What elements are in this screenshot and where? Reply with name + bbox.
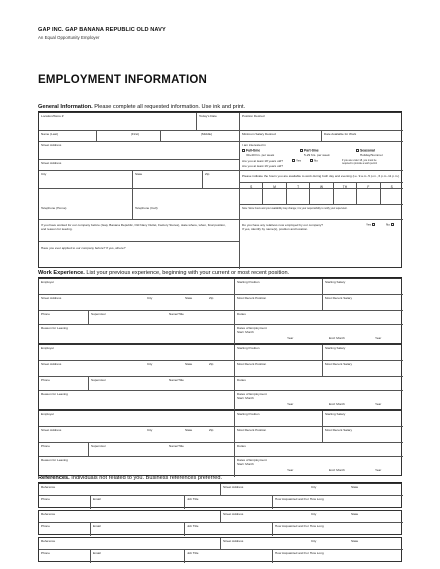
reference-name-field-2[interactable]: Reference (39, 511, 221, 523)
reference-address-field-2[interactable]: Street Address City State (221, 511, 403, 523)
reference-email-field-2[interactable]: Email (91, 523, 185, 536)
reference-phone-field-2[interactable]: Phone (39, 523, 91, 536)
reference-3 (38, 537, 402, 562)
city-field[interactable]: City (39, 171, 133, 189)
availability-day-headers (240, 182, 403, 189)
eeo-statement: An Equal Opportunity Employer (38, 35, 100, 40)
reference-jobtitle-field-1[interactable]: Job Title (185, 496, 273, 509)
zip-field[interactable]: Zip (203, 171, 240, 189)
work-experience-1 (38, 278, 402, 344)
reference-name-field-3[interactable]: Reference (39, 538, 221, 550)
work-section-heading: Work Experience. List your previous experience, beginning with your current or most recent position. (38, 270, 290, 276)
employer-field-3[interactable]: Employer (39, 411, 235, 427)
applied-before-field[interactable]: Have you ever applied to our company before? If yes, where? (39, 242, 240, 269)
position-desired-field[interactable]: Position Desired (240, 113, 403, 131)
reference-name-field-1[interactable]: Reference (39, 484, 221, 496)
most-recent-position-field-2[interactable]: Most Recent Position (235, 361, 323, 377)
part-time-checkbox[interactable] (300, 149, 303, 152)
worked-before-field[interactable]: If you have worked for our company before (Gap, Banana Republic, Old Navy Outlet, Factory Stores), state where, when, final position, and reason for leaving. (39, 220, 240, 242)
reference-1 (38, 483, 402, 508)
reference-phone-field-1[interactable]: Phone (39, 496, 91, 509)
company-name: GAP INC. GAP BANANA REPUBLIC OLD NAVY (38, 27, 166, 33)
relatives-no[interactable]: No (386, 223, 395, 226)
day-monday: M (263, 183, 286, 188)
day-wednesday: W (310, 183, 333, 188)
age-18-yes[interactable]: Yes (292, 159, 301, 162)
supervisor-field-1[interactable]: Supervisor Name/Title (89, 311, 235, 325)
work-experience-2 (38, 344, 402, 410)
reason-leaving-field-1[interactable]: Reason for Leaving (39, 325, 235, 345)
seasonal-option[interactable]: Seasonal (356, 149, 375, 153)
last-name-field[interactable]: Name (Last) (39, 131, 97, 142)
work-phone-field-2[interactable]: Phone (39, 377, 89, 391)
first-name-field[interactable]: (First) (97, 131, 161, 142)
duties-field-2[interactable]: Duties (235, 377, 403, 391)
day-thursday: TH (334, 183, 357, 188)
availability-monday[interactable] (263, 189, 286, 204)
general-information-form (38, 112, 402, 268)
work-phone-field-3[interactable]: Phone (39, 443, 89, 457)
middle-name-field[interactable]: (Middle) (161, 131, 240, 142)
duties-field-3[interactable]: Duties (235, 443, 403, 457)
general-section-heading: General Information. Please complete all requested information. Use ink and print. (38, 104, 246, 110)
dates-employment-field-2[interactable]: Dates of Employment Start: Month Year End: Month Year (237, 392, 382, 406)
reference-email-field-1[interactable]: Email (91, 496, 185, 509)
work-experience-3 (38, 410, 402, 476)
work-street-field-2[interactable]: Street Address City State Zip (39, 361, 235, 377)
day-sunday: S (240, 183, 263, 188)
reference-2 (38, 510, 402, 535)
most-recent-salary-field-3[interactable]: Most Recent Salary (323, 427, 403, 443)
most-recent-salary-field-1[interactable]: Most Recent Salary (323, 295, 403, 311)
availability-tuesday[interactable] (287, 189, 310, 204)
most-recent-salary-field-2[interactable]: Most Recent Salary (323, 361, 403, 377)
availability-saturday[interactable] (381, 189, 403, 204)
cell-telephone-field[interactable]: Telephone (Cell) (133, 189, 240, 220)
starting-salary-field-3[interactable]: Starting Salary (323, 411, 403, 427)
reference-acquainted-field-1[interactable]: How Acquainted and For How Long (275, 497, 324, 501)
availability-field: Please indicate the hours you are available to work during both day and evening (i.e. 9 a.m.-5 p.m., 6 p.m.-11 p.m.) S M T W TH F S Note: Store hours and your availability may change; it is your responsibility to notify your supervisor. (240, 171, 403, 220)
availability-friday[interactable] (357, 189, 380, 204)
starting-position-field-3[interactable]: Starting Position (235, 411, 323, 427)
full-time-option[interactable]: Full-time (242, 149, 260, 153)
availability-sunday[interactable] (240, 189, 263, 204)
age-18-yes-checkbox[interactable] (292, 159, 295, 162)
seasonal-checkbox[interactable] (356, 149, 359, 152)
reference-acquainted-field-2[interactable]: How Acquainted and For How Long (275, 524, 324, 528)
most-recent-position-field-1[interactable]: Most Recent Position (235, 295, 323, 311)
state-field[interactable]: State (133, 171, 203, 189)
reference-email-field-3[interactable]: Email (91, 550, 185, 563)
age-18-no[interactable]: No (310, 159, 318, 162)
street-address-field[interactable]: Street Address (39, 142, 240, 160)
minimum-salary-field[interactable]: Minimum Salary Desired (240, 131, 322, 142)
reference-address-field-3[interactable]: Street Address City State (221, 538, 403, 550)
reason-leaving-field-3[interactable]: Reason for Leaving (39, 457, 235, 477)
relatives-yes[interactable]: Yes (366, 223, 376, 226)
supervisor-field-3[interactable]: Supervisor Name/Title (89, 443, 235, 457)
reference-address-field-1[interactable]: Street Address City State (221, 484, 403, 496)
availability-thursday[interactable] (334, 189, 357, 204)
availability-wednesday[interactable] (310, 189, 333, 204)
full-time-checkbox[interactable] (242, 149, 245, 152)
supervisor-field-2[interactable]: Supervisor Name/Title (89, 377, 235, 391)
part-time-option[interactable]: Part-time (300, 149, 319, 153)
reference-jobtitle-field-2[interactable]: Job Title (185, 523, 273, 536)
dates-employment-field-1[interactable]: Dates of Employment Start: Month Year End: Month Year (237, 326, 382, 340)
reason-leaving-field-2[interactable]: Reason for Leaving (39, 391, 235, 411)
day-tuesday: T (287, 183, 310, 188)
dates-employment-field-3[interactable]: Dates of Employment Start: Month Year End: Month Year (237, 458, 382, 472)
reference-jobtitle-field-3[interactable]: Job Title (185, 550, 273, 563)
duties-field-1[interactable]: Duties (235, 311, 403, 325)
date-available-field[interactable]: Date Available for Work (322, 131, 403, 142)
employment-type-field: I am interested in Full-time 30+40 hrs. per week Part-time 5-29 hrs. per week Seasonal Holiday/Summer Are you at least 18 years old? Yes No If you are under 18, you must be required to provide a work permit Are you at least 16 years old? (240, 142, 403, 171)
relatives-yes-checkbox[interactable] (372, 223, 375, 226)
employer-field-1[interactable]: Employer (39, 279, 235, 295)
street-address-2-field[interactable]: Street Address (39, 160, 240, 171)
day-friday: F (357, 183, 380, 188)
references-section-heading: References. Individuals not related to you. Business references preferred. (38, 475, 223, 481)
relatives-field[interactable]: Do you have any relatives now employed by our company? If yes, identify by name(s), position and location. Yes No (240, 220, 403, 269)
reference-acquainted-field-3[interactable]: How Acquainted and For How Long (275, 551, 324, 555)
employer-field-2[interactable]: Employer (39, 345, 235, 361)
work-phone-field-1[interactable]: Phone (39, 311, 89, 325)
location-store-field[interactable]: Location/Store # (39, 113, 197, 131)
availability-day-entries[interactable] (240, 189, 403, 205)
document-title: EMPLOYMENT INFORMATION (38, 74, 208, 86)
starting-salary-field-2[interactable]: Starting Salary (323, 345, 403, 361)
most-recent-position-field-3[interactable]: Most Recent Position (235, 427, 323, 443)
home-telephone-field[interactable]: Telephone (Home) (39, 189, 133, 220)
relatives-no-checkbox[interactable] (391, 223, 394, 226)
todays-date-field[interactable]: Today's Date (197, 113, 240, 131)
starting-position-field-1[interactable]: Starting Position (235, 279, 323, 295)
day-saturday: S (390, 184, 393, 189)
age-18-no-checkbox[interactable] (310, 159, 313, 162)
starting-salary-field-1[interactable]: Starting Salary (323, 279, 403, 295)
reference-phone-field-3[interactable]: Phone (39, 550, 91, 563)
work-street-field-1[interactable]: Street Address City State Zip (39, 295, 235, 311)
starting-position-field-2[interactable]: Starting Position (235, 345, 323, 361)
work-street-field-3[interactable]: Street Address City State Zip (39, 427, 235, 443)
